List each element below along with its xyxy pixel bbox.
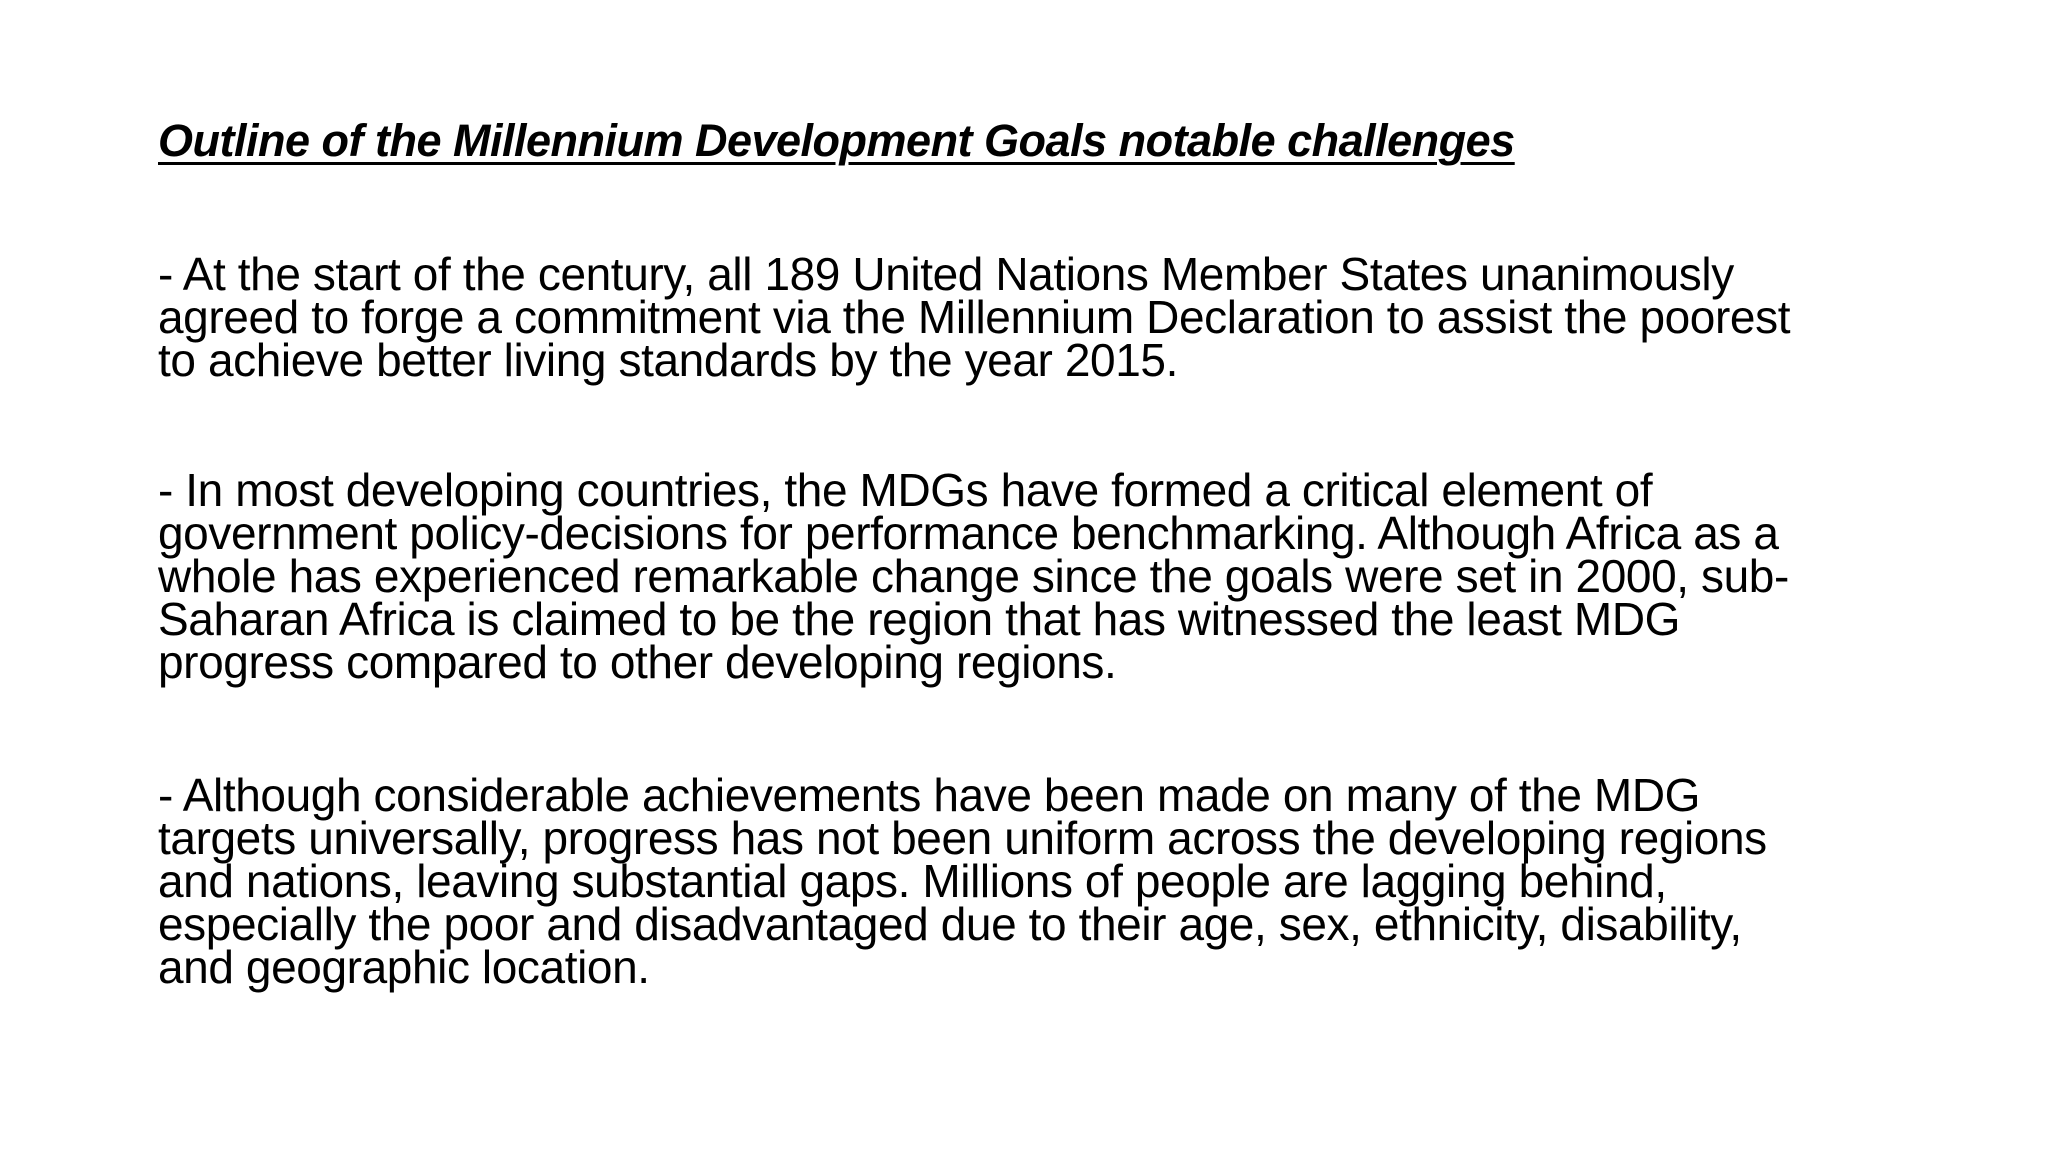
paragraph-line: progress compared to other developing regions.: [158, 636, 1117, 688]
slide-title: Outline of the Millennium Development Goals notable challenges: [158, 115, 1515, 166]
paragraph-gaps: [158, 769, 1767, 993]
paragraph-line: - In most developing countries, the MDGs have formed a critical element of: [158, 464, 1653, 516]
paragraph-africa-progress: [158, 464, 1789, 688]
paragraph-line: government policy-decisions for performance benchmarking. Although Africa as a: [158, 507, 1779, 559]
paragraph-commitment: [158, 248, 1791, 386]
paragraph-line: - Although considerable achievements have been made on many of the MDG: [158, 769, 1701, 821]
paragraph-line: especially the poor and disadvantaged due to their age, sex, ethnicity, disability,: [158, 898, 1742, 950]
paragraph-line: Saharan Africa is claimed to be the region that has witnessed the least MDG: [158, 593, 1681, 645]
paragraph-line: and geographic location.: [158, 941, 650, 993]
paragraph-line: and nations, leaving substantial gaps. Millions of people are lagging behind,: [158, 855, 1667, 907]
paragraph-line: whole has experienced remarkable change since the goals were set in 2000, sub-: [158, 550, 1789, 602]
paragraph-line: targets universally, progress has not been uniform across the developing regions: [158, 812, 1767, 864]
paragraph-line: agreed to forge a commitment via the Millennium Declaration to assist the poorest: [158, 291, 1791, 343]
paragraph-line: to achieve better living standards by the year 2015.: [158, 334, 1178, 386]
paragraph-line: - At the start of the century, all 189 United Nations Member States unanimously: [158, 248, 1734, 300]
